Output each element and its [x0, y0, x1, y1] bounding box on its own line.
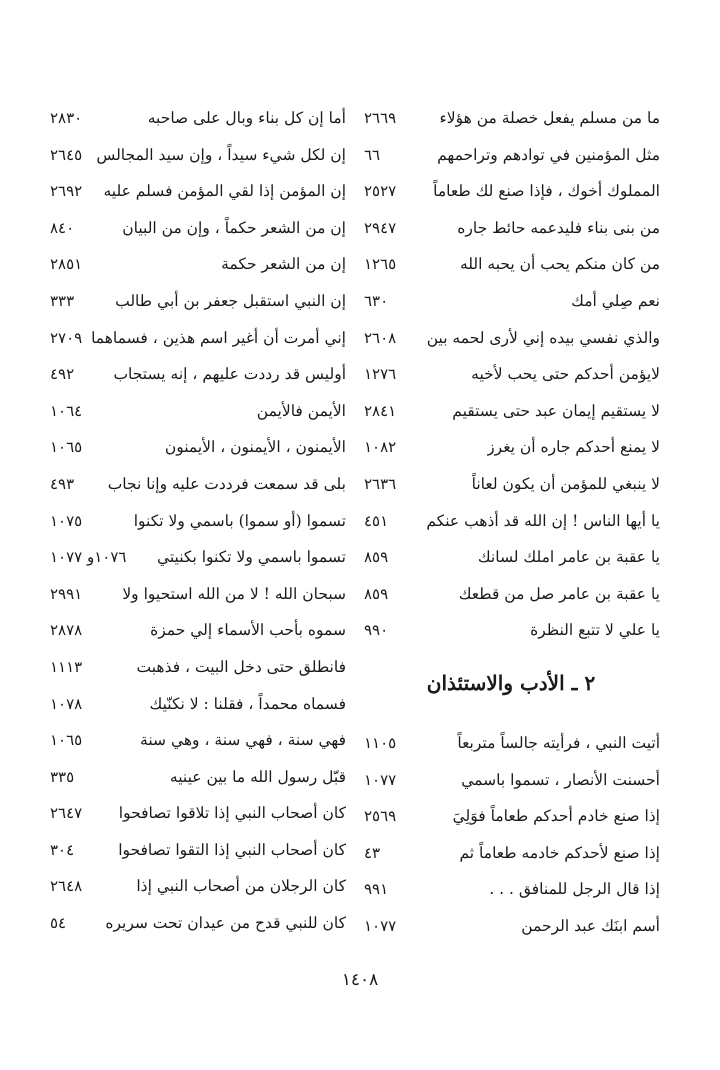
entry-reference-number: ١٠٦٤ [50, 401, 83, 420]
entry-reference-number: ٢٦٤٧ [50, 804, 83, 823]
index-entry [48, 576, 346, 613]
entry-text: لا ينبغي للمؤمن أن يكون لعاناً [471, 474, 660, 493]
entry-text: إذا صنع خادم أحدكم طعاماً فوَلِيَ [452, 807, 660, 826]
entry-reference-number: ٨٤٠ [50, 218, 75, 237]
page-number: ١٤٠٨ [341, 970, 379, 990]
index-entry [362, 908, 660, 945]
entry-reference-number: ١٠٦٥ [50, 731, 83, 750]
entry-text: فسماه محمداً ، فقلنا : لا نكنّيك [149, 694, 346, 713]
entry-reference-number: ٢٥٦٩ [364, 807, 397, 826]
index-entry [48, 466, 346, 503]
entry-text: فهي سنة ، فهي سنة ، وهي سنة [140, 731, 346, 750]
section-heading: ٢ ـ الأدب والاستئذان [426, 670, 596, 695]
entry-text: مثل المؤمنين في توادهم وتراحمهم [437, 145, 660, 164]
entry-text: إن من الشعر حكماً ، وإن من البيان [122, 218, 346, 237]
entry-text: إن من الشعر حكمة [221, 255, 346, 274]
entry-reference-number: ١٢٦٥ [364, 255, 397, 274]
entry-reference-number: ٢٩٤٧ [364, 218, 397, 237]
left-index-column [48, 100, 346, 942]
entry-text: كان أصحاب النبي إذا تلاقوا تصافحوا [118, 804, 346, 823]
index-entry [48, 503, 346, 540]
entry-reference-number: ٨٥٩ [364, 548, 389, 567]
entry-text: أما إن كل بناء وبال على صاحبه [147, 109, 346, 127]
index-entry [48, 686, 346, 723]
index-entry [362, 725, 660, 762]
entry-reference-number: ٢٧٠٩ [50, 328, 83, 347]
index-entry [362, 283, 660, 320]
entry-text: سموه بأحب الأسماء إلي حمزة [150, 621, 346, 640]
index-entry [362, 612, 660, 649]
index-entry [48, 905, 346, 942]
index-entry [362, 798, 660, 835]
index-entry [362, 835, 660, 872]
entry-text: كان الرجلان من أصحاب النبي إذا [136, 877, 346, 896]
entry-text: سبحان الله ! لا من الله استحيوا ولا [122, 584, 346, 603]
entry-text: الأيمنون ، الأيمنون ، الأيمنون [164, 438, 346, 457]
entry-text: تسموا باسمي ولا تكنوا بكنيتي [156, 548, 346, 567]
entry-reference-number: ٢٦٤٨ [50, 877, 83, 896]
entry-text: أسم ابنَك عبد الرحمن [521, 916, 660, 935]
entry-reference-number: ٤٩٣ [50, 474, 75, 493]
entry-reference-number: ١٠٦٥ [50, 438, 83, 457]
index-entry [48, 759, 346, 796]
right-index-column [362, 100, 660, 944]
entry-text: إن المؤمن إذا لقي المؤمن فسلم عليه [103, 182, 346, 201]
entry-text: يا أيها الناس ! إن الله قد أذهب عنكم [426, 511, 660, 530]
index-entry [48, 246, 346, 283]
entry-reference-number: ٤٣ [364, 843, 381, 862]
index-entry [362, 466, 660, 503]
entry-reference-number: ٣٣٣ [50, 291, 75, 310]
entry-text: بلى قد سمعت فرددت عليه وإنا نجاب [107, 474, 346, 493]
entry-text: أحسنت الأنصار ، تسموا باسمي [461, 770, 660, 789]
section-entries-list [362, 725, 660, 945]
index-entry [48, 173, 346, 210]
entry-text: لايؤمن أحدكم حتى يحب لأخيه [471, 365, 660, 384]
index-entry [48, 137, 346, 174]
index-entry [362, 871, 660, 908]
left-entries-list [48, 100, 346, 942]
entry-reference-number: ١١٠٥ [364, 733, 397, 752]
index-entry [48, 320, 346, 357]
index-entry [48, 429, 346, 466]
index-entry [362, 320, 660, 357]
entry-reference-number: ١٠٧٥ [50, 511, 83, 530]
entry-text: من كان منكم يحب أن يحبه الله [459, 255, 660, 274]
entry-text: الأيمن فالأيمن [256, 401, 346, 420]
entry-reference-number: ٢٦٣٦ [364, 474, 397, 493]
entry-text: إني أمرت أن أغير اسم هذين ، فسماهما [91, 328, 346, 347]
index-entry [48, 100, 346, 137]
entry-text: المملوك أخوك ، فإذا صنع لك طعاماً [433, 182, 660, 201]
entry-reference-number: ١١١٣ [50, 657, 83, 676]
entry-reference-number: ١٠٧٨ [50, 694, 83, 713]
entry-reference-number: ٩٩٠ [364, 621, 389, 640]
index-entry [48, 393, 346, 430]
entry-reference-number: ٢٦٤٥ [50, 145, 83, 164]
entry-text: إن لكل شيء سيداً ، وإن سيد المجالس [96, 145, 346, 164]
entry-text: لا يستقيم إيمان عبد حتى يستقيم [452, 401, 660, 420]
entry-text: إذا صنع لأحدكم خادمه طعاماً ثم [459, 843, 660, 862]
index-entry [362, 100, 660, 137]
index-entry [48, 868, 346, 905]
entry-reference-number: ١٠٨٢ [364, 438, 397, 457]
entry-text: والذي نفسي بيده إني لأرى لحمه بين [426, 328, 660, 347]
entry-text: فانطلق حتى دخل البيت ، فذهبت [136, 657, 346, 676]
entry-reference-number: ٢٦٩٢ [50, 182, 83, 201]
index-entry [362, 393, 660, 430]
entry-reference-number: ٩٩١ [364, 880, 389, 899]
entry-text: يا عقبة بن عامر املك لسانك [477, 548, 660, 567]
entry-text: كان للنبي قدح من عيدان تحت سريره [105, 914, 346, 933]
index-entry [362, 539, 660, 576]
entry-text: لا يمنع أحدكم جاره أن يغرز [487, 438, 660, 457]
index-entry [48, 832, 346, 869]
index-entry [48, 283, 346, 320]
index-entry [362, 137, 660, 174]
entry-reference-number: ٢٩٩١ [50, 584, 83, 603]
index-entry [362, 762, 660, 799]
entry-reference-number: ٢٦٦٩ [364, 109, 397, 127]
index-entry [362, 576, 660, 613]
entry-reference-number: ٥٤ [50, 914, 67, 933]
entry-reference-number: ٣٣٥ [50, 767, 75, 786]
entry-text: تسموا (أو سموا) باسمي ولا تكنوا [133, 511, 346, 530]
index-entry [362, 246, 660, 283]
entry-text: إن النبي استقبل جعفر بن أبي طالب [115, 291, 346, 310]
index-entry [362, 210, 660, 247]
index-entry [48, 356, 346, 393]
entry-text: أوليس قد رددت عليهم ، إنه يستجاب [113, 365, 346, 384]
index-entry [362, 356, 660, 393]
index-entry [362, 429, 660, 466]
entry-reference-number: ٢٨٤١ [364, 401, 397, 420]
entry-reference-number: ١٠٧٧ [364, 916, 397, 935]
entry-text: كان أصحاب النبي إذا التقوا تصافحوا [118, 840, 346, 859]
entry-reference-number: ٢٨٧٨ [50, 621, 83, 640]
entry-reference-number: ٢٨٣٠ [50, 109, 83, 127]
right-entries-list [362, 100, 660, 649]
entry-text: أتيت النبي ، فرأيته جالساً متربعاً [457, 733, 660, 752]
entry-text: ما من مسلم يفعل خصلة من هؤلاء [439, 109, 660, 127]
entry-reference-number: ١٢٧٦ [364, 365, 397, 384]
entry-text: يا عقبة بن عامر صل من قطعك [458, 584, 660, 603]
entry-text: من بنى بناء فليدعمه حائط جاره [457, 218, 660, 237]
entry-reference-number: ٨٥٩ [364, 584, 389, 603]
entry-reference-number: ٢٦٠٨ [364, 328, 397, 347]
entry-reference-number: ١٠٧٧ [364, 770, 397, 789]
entry-reference-number: ٢٥٢٧ [364, 182, 397, 201]
entry-reference-number: ٦٣٠ [364, 291, 389, 310]
index-entry [48, 612, 346, 649]
index-entry [362, 503, 660, 540]
index-entry [48, 210, 346, 247]
entry-text: يا علي لا تتبع النظرة [530, 621, 660, 640]
entry-reference-number: ٢٨٥١ [50, 255, 83, 274]
entry-text: إذا قال الرجل للمنافق . . . [489, 880, 660, 899]
entry-reference-number: ٣٠٤ [50, 840, 75, 859]
entry-reference-number: ١٠٧٦و ١٠٧٧ [50, 548, 127, 567]
entry-reference-number: ٤٥١ [364, 511, 389, 530]
index-entry [48, 795, 346, 832]
index-entry [48, 722, 346, 759]
entry-reference-number: ٦٦ [364, 145, 381, 164]
index-entry [362, 173, 660, 210]
index-entry [48, 539, 346, 576]
entry-text: قبّل رسول الله ما بين عينيه [169, 767, 346, 786]
entry-text: نعم صِلي أمك [571, 291, 660, 310]
index-entry [48, 649, 346, 686]
entry-reference-number: ٤٩٢ [50, 365, 75, 384]
